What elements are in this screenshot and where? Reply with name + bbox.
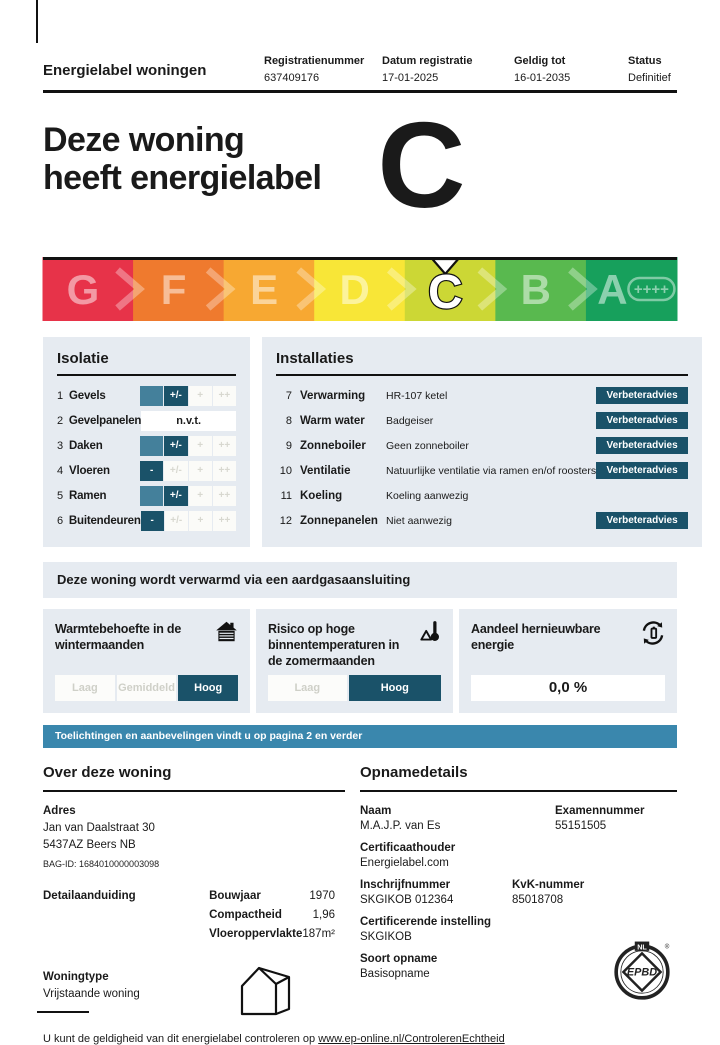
installatie-row-ventilatie: 10 Ventilatie Natuurlijke ventilatie via ramen en/of roosters Verbeteradvies xyxy=(276,461,688,481)
installatie-row-warm-water: 8 Warm water Badgeiser Verbeteradvies xyxy=(276,411,688,431)
svg-text:B: B xyxy=(520,265,552,313)
thermometer-warning-icon xyxy=(417,619,443,645)
heating-banner: Deze woning wordt verwarmd via een aardgasaansluiting xyxy=(43,562,677,598)
isolatie-row-vloeren: 4 Vloeren - +/- + ++ xyxy=(57,461,236,481)
isolatie-panel xyxy=(43,337,250,547)
inschrijfnummer-field: Inschrijfnummer SKGIKOB 012364 xyxy=(360,878,454,906)
rating-bar: - +/- + ++ xyxy=(140,486,236,506)
warmtebehoefte-box: Warmtebehoefte in de wintermaanden Laag Gemiddeld Hoog xyxy=(43,609,250,713)
isolatie-row-ramen: 5 Ramen - +/- + ++ xyxy=(57,486,236,506)
renewable-energy-icon xyxy=(639,619,667,647)
option-gemiddeld: Gemiddeld xyxy=(117,675,177,701)
rating-bar: - +/- + ++ xyxy=(140,461,236,481)
house-icon xyxy=(213,619,240,645)
option-laag: Laag xyxy=(55,675,115,701)
svg-text:NL: NL xyxy=(637,941,647,951)
installatie-row-koeling: 11 Koeling Koeling aanwezig xyxy=(276,486,688,506)
warmtebehoefte-scale xyxy=(55,675,238,701)
risico-box: Risico op hoge binnentemperaturen in de zomermaanden Laag Hoog xyxy=(256,609,453,713)
installatie-row-zonneboiler: 9 Zonneboiler Geen zonneboiler Verbeteradvies xyxy=(276,436,688,456)
svg-text:++++: ++++ xyxy=(633,280,669,298)
verbeteradvies-button[interactable]: Verbeteradvies xyxy=(596,512,688,529)
toelichtingen-banner: Toelichtingen en aanbevelingen vindt u op pagina 2 en verder xyxy=(43,725,677,748)
energy-scale-svg xyxy=(43,257,677,323)
examennummer-field: Examennummer 55151505 xyxy=(555,804,645,832)
isolatie-title: Isolatie xyxy=(57,349,109,367)
installatie-row-zonnepanelen: 12 Zonnepanelen Niet aanwezig Verbeteradvies xyxy=(276,511,688,531)
soort-opname-field: Soort opname Basisopname xyxy=(360,952,438,980)
option-hoog-selected: Hoog xyxy=(349,675,441,701)
header-field-geldig-tot: Geldig tot 16-01-2035 xyxy=(514,55,571,84)
hernieuwbare-energie-box: Aandeel hernieuwbare energie 0,0 % xyxy=(459,609,677,713)
certificaathouder-field: Certificaathouder Energielabel.com xyxy=(360,841,456,869)
house-outline-icon xyxy=(232,961,296,1019)
svg-text:G: G xyxy=(66,265,100,313)
divider xyxy=(276,374,688,376)
certificerende-instelling-field: Certificerende instelling SKGIKOB xyxy=(360,915,492,943)
nvt-box: n.v.t. xyxy=(141,411,236,431)
installaties-title: Installaties xyxy=(276,349,354,367)
isolatie-row-gevelpanelen: 2 Gevelpanelen n.v.t. xyxy=(57,411,236,431)
verification-note: U kunt de geldigheid van dit energielabel controleren op www.ep-online.nl/ControlerenEchtheid xyxy=(43,1033,505,1045)
naam-field: Naam M.A.J.P. van Es xyxy=(360,804,441,832)
header-field-registratienummer: Registratienummer 637409176 xyxy=(264,55,365,84)
verbeteradvies-button[interactable]: Verbeteradvies xyxy=(596,437,688,454)
detail-row: Detailaanduiding Bouwjaar 1970 Compactheid 1,96 Vloeroppervlakte 187m² xyxy=(43,890,335,941)
header-field-status: Status Definitief xyxy=(628,55,671,84)
verify-link[interactable]: www.ep-online.nl/ControlerenEchtheid xyxy=(318,1033,505,1045)
advice-spacer xyxy=(596,487,688,504)
installatie-row-verwarming: 7 Verwarming HR-107 ketel Verbeteradvies xyxy=(276,386,688,406)
svg-text:EPBD: EPBD xyxy=(626,966,658,979)
opnamedetails-section xyxy=(360,764,677,1020)
bag-id: BAG-ID: 1684010000003098 xyxy=(43,859,160,870)
section-title: Over deze woning xyxy=(43,764,345,792)
isolatie-row-gevels: 1 Gevels - +/- + ++ xyxy=(57,386,236,406)
isolatie-row-buitendeuren: 6 Buitendeuren - +/- + ++ xyxy=(57,511,236,531)
document-title: Energielabel woningen xyxy=(43,62,207,79)
hero-section xyxy=(43,96,677,233)
crop-mark-top xyxy=(36,0,38,43)
address-line: Jan van Daalstraat 30 xyxy=(43,821,155,834)
epbd-seal-icon xyxy=(611,940,673,1002)
rating-bar: - +/- + ++ xyxy=(140,386,236,406)
verbeteradvies-button[interactable]: Verbeteradvies xyxy=(596,387,688,404)
renewable-percentage: 0,0 % xyxy=(471,675,665,701)
detail-bouwjaar: Bouwjaar 1970 xyxy=(209,890,335,903)
over-deze-woning-section: Over deze woning Adres Jan van Daalstraat 30 5437AZ Beers NB BAG-ID: 1684010000003098 Detailaanduiding Bouwjaar 1970 Compactheid 1,96 Vloeroppervlakte 187m² Woningtype Vrijstaande woning xyxy=(43,764,345,1020)
risico-scale xyxy=(268,675,441,701)
kvk-field: KvK-nummer 85018708 xyxy=(512,878,585,906)
header-field-datum-registratie: Datum registratie 17-01-2025 xyxy=(382,55,473,84)
svg-text:C: C xyxy=(427,265,463,319)
verbeteradvies-button[interactable]: Verbeteradvies xyxy=(596,462,688,479)
svg-text:D: D xyxy=(339,265,370,313)
verbeteradvies-button[interactable]: Verbeteradvies xyxy=(596,412,688,429)
energy-scale xyxy=(43,257,677,323)
woningtype-block: Woningtype Vrijstaande woning xyxy=(43,971,345,1019)
rating-bar: - +/- + ++ xyxy=(140,436,236,456)
section-title: Opnamedetails xyxy=(360,764,677,792)
svg-text:A: A xyxy=(597,265,628,313)
divider xyxy=(57,374,236,376)
detail-compactheid: Compactheid 1,96 xyxy=(209,909,335,922)
rating-bar: - +/- + ++ xyxy=(141,511,236,531)
svg-text:E: E xyxy=(250,265,279,313)
hero-title: Deze woning heeft energielabel xyxy=(43,120,322,197)
option-laag: Laag xyxy=(268,675,347,701)
document-header xyxy=(43,54,677,93)
option-hoog-selected: Hoog xyxy=(178,675,238,701)
isolatie-row-daken: 3 Daken - +/- + ++ xyxy=(57,436,236,456)
svg-text:F: F xyxy=(160,265,187,313)
address-line: 5437AZ Beers NB xyxy=(43,838,136,851)
installaties-panel xyxy=(262,337,702,547)
energy-label-letter: C xyxy=(377,96,464,233)
detail-vloeroppervlakte: Vloeroppervlakte 187m² xyxy=(209,928,335,941)
svg-text:®: ® xyxy=(664,942,670,950)
